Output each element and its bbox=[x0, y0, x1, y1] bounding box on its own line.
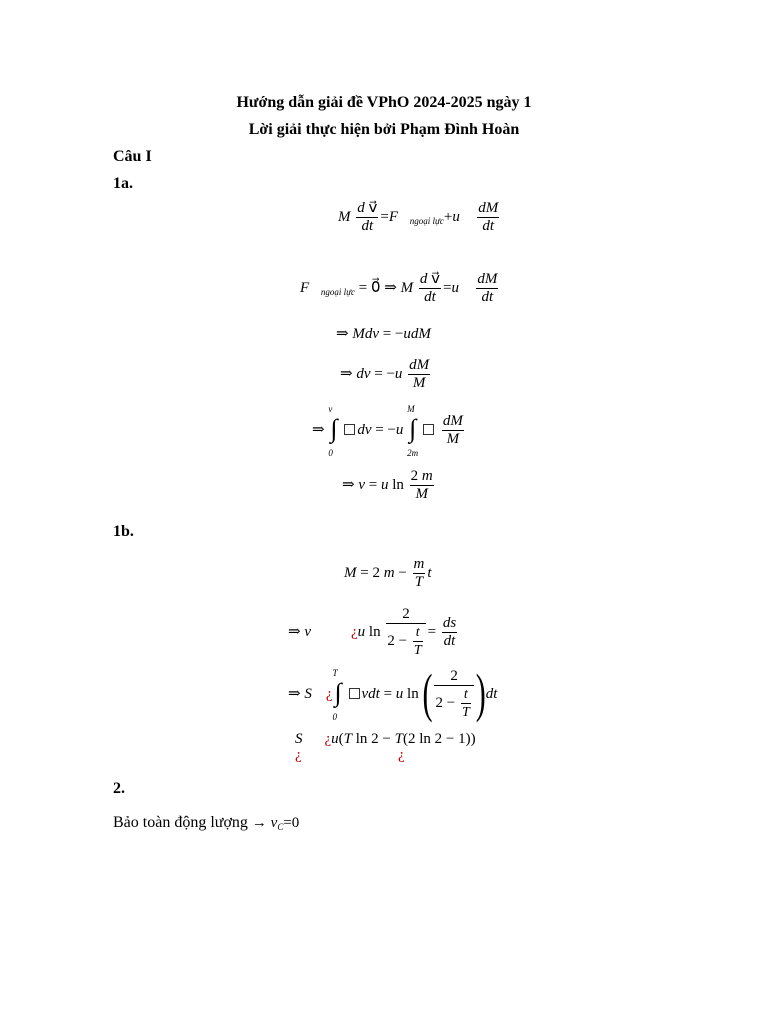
equation-distance-integral: ⇒ S ¿ T ∫ 0 vdt = u ln ( 2 2 − $\frac{t}{T}$ )dt bbox=[288, 663, 498, 724]
equation-newton-variable-mass: M $\frac{\text{d v⃗}}{dt}$ $=F⃗_{ngoại lực}+u⃗$ $\frac{dM}{dt}$ bbox=[338, 200, 499, 234]
equation-velocity-time: ⇒ v ¿u ln 2 2 − $\frac{t}{T}$ = $\frac{ds}{dt}$ bbox=[288, 606, 457, 658]
inverted-question-mark-5: ¿ bbox=[398, 747, 405, 763]
equation-velocity-result: ⇒ v = u ln $\frac{2 m}{M}$ bbox=[342, 468, 433, 502]
page-subtitle: Lời giải thực hiện bởi Phạm Đình Hoàn bbox=[248, 121, 520, 138]
part-2-heading: 2. bbox=[113, 780, 125, 797]
equation-mass-time: M = 2 m − $\frac{m}{T}$ t bbox=[344, 556, 432, 590]
equation-dv: ⇒ dv = −u $\frac{dM}{M}$ bbox=[340, 357, 430, 391]
momentum-conservation-line: Bảo toàn động lượng → $v_C=0$ bbox=[113, 814, 300, 832]
inverted-question-mark-2: ¿ bbox=[325, 685, 333, 702]
part-1b-heading: 1b. bbox=[113, 523, 134, 540]
equation-integral: ⇒ v ∫ 0 dv = −u M ∫ 2m $\frac{dM}{M}$ bbox=[312, 403, 463, 458]
subscript-external-force: ngoại lực bbox=[409, 215, 444, 226]
momentum-conservation-text: Bảo toàn động lượng bbox=[113, 814, 248, 831]
inverted-question-mark-4: ¿ bbox=[295, 747, 302, 763]
equation-distance-result: S ¿u(T ln 2 − T(2 ln 2 − 1)) bbox=[295, 731, 476, 747]
inverted-question-mark-3: ¿ bbox=[324, 731, 332, 747]
inverted-question-mark: ¿ bbox=[351, 623, 358, 640]
page-title: Hướng dẫn giải đề VPhO 2024-2025 ngày 1 bbox=[236, 94, 532, 111]
equation-zero-external-force: $F⃗_{ngoại lực}$ = 0⃗ ⇒ M $\frac{\text{d v⃗}}{dt}$ =u⃗ $\frac{dM}{dt}$ bbox=[300, 271, 498, 305]
part-1a-heading: 1a. bbox=[113, 175, 133, 192]
equation-mdv: ⇒ Mdv = −udM bbox=[336, 326, 431, 342]
section-heading: Câu I bbox=[113, 148, 152, 165]
subscript-external-force-2: ngoại lực bbox=[320, 286, 355, 297]
